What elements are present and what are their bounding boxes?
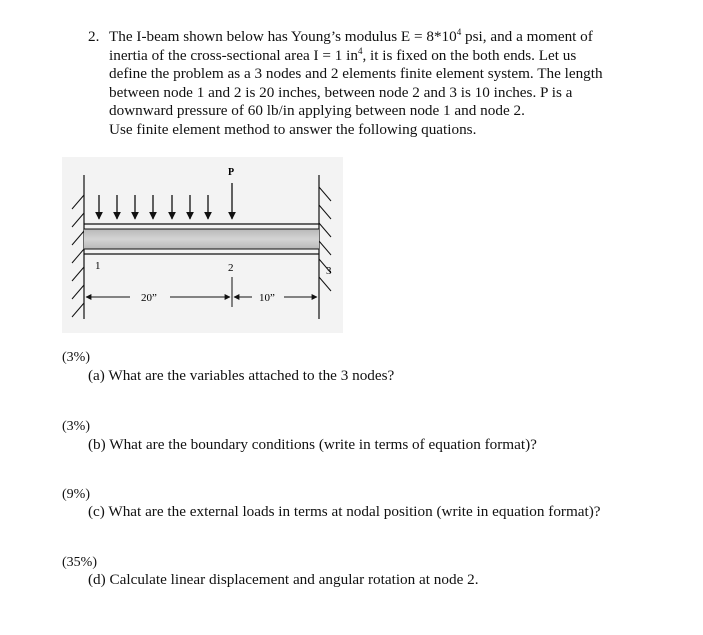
question-b-points: (3%) (62, 419, 90, 434)
question-b-text: (b) What are the boundary conditions (write in terms of equation format)? (88, 436, 537, 453)
dimension-10-label: 10” (259, 292, 275, 304)
beam-diagram (62, 157, 343, 333)
statement-line-2: inertia of the cross-sectional area I = 1 $in^4$, it is fixed on the both ends. Let us (109, 45, 577, 64)
dimension-lines (86, 277, 317, 307)
question-c-points: (9%) (62, 487, 90, 502)
statement-line-1: The I-beam shown below has Young’s modulus $E = 8*10^4$ psi, and a moment of (109, 27, 593, 45)
statement-line-6: Use finite element method to answer the following quations. (109, 120, 477, 138)
load-label: P (228, 167, 235, 178)
statement-line-4: between node 1 and 2 is 20 inches, between node 2 and 3 is 10 inches. P is a (109, 83, 573, 101)
distributed-load-arrows (99, 195, 208, 219)
right-fixed-support (319, 175, 331, 319)
problem-number: 2. (88, 28, 100, 45)
question-d-points: (35%) (62, 555, 97, 570)
node-1-label: 1 (95, 260, 101, 272)
i-beam (84, 224, 319, 254)
dimension-20-label: 20” (141, 292, 157, 304)
question-a-text: (a) What are the variables attached to the 3 nodes? (88, 367, 395, 384)
question-a-points: (3%) (62, 350, 90, 365)
node-2-label: 2 (228, 262, 234, 274)
question-c-text: (c) What are the external loads in terms at nodal position (write in equation format)? (88, 503, 601, 520)
problem-statement (88, 28, 648, 140)
node-3-label: 3 (326, 265, 332, 277)
beam-figure (62, 157, 343, 333)
statement-line-3: define the problem as a 3 nodes and 2 elements finite element system. The length (109, 65, 603, 83)
statement-line-5: downward pressure of 60 lb/in applying between node 1 and node 2. (109, 102, 525, 120)
question-d-text: (d) Calculate linear displacement and angular rotation at node 2. (88, 571, 479, 588)
left-fixed-support (72, 175, 84, 319)
